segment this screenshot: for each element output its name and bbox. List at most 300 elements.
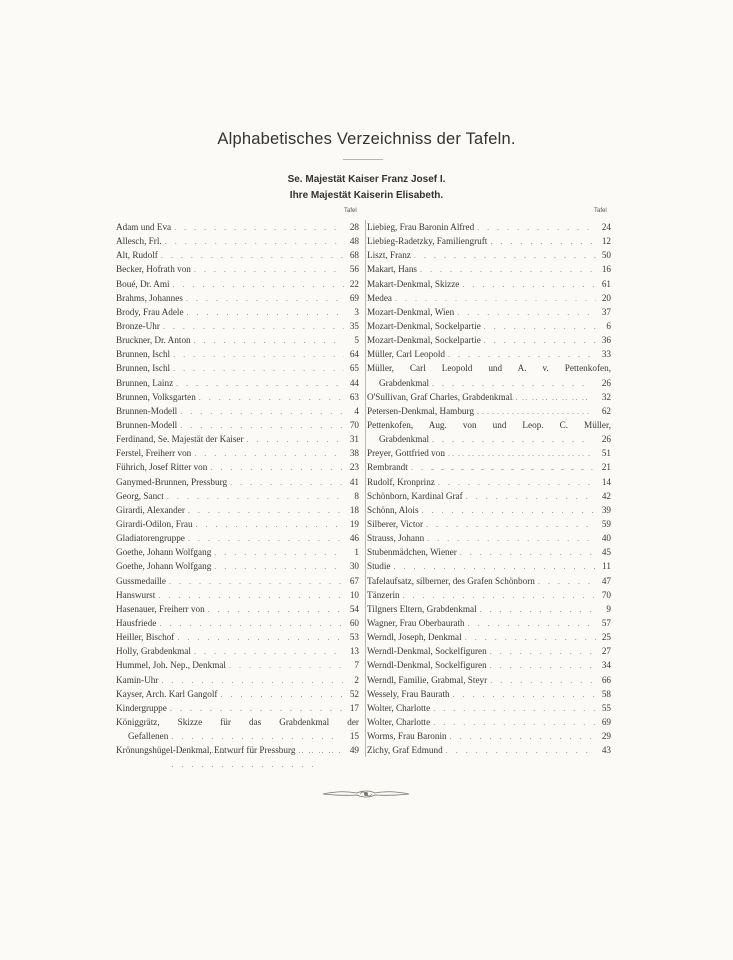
index-entry: [367, 630, 611, 644]
index-entry: [116, 432, 359, 446]
entry-name: Georg, Sanct: [116, 490, 164, 501]
plate-number: 57: [601, 617, 611, 628]
index-entry: [367, 644, 611, 658]
index-entry: [116, 574, 359, 588]
plate-number: 41: [349, 476, 359, 487]
entry-name: Girardi, Alexander: [116, 504, 185, 515]
entry-name: Mozart-Denkmal, Wien: [367, 306, 455, 317]
index-entry: [116, 361, 359, 375]
index-entry: [367, 220, 611, 234]
plate-number: 15: [349, 731, 359, 742]
entry-name: Hasenauer, Freiherr von: [116, 603, 205, 614]
index-entry: [116, 630, 359, 644]
plate-number: 49: [349, 745, 359, 756]
index-entry: [367, 361, 611, 389]
index-entry: [367, 460, 611, 474]
plate-number: 69: [349, 292, 359, 303]
index-entry: [116, 687, 359, 701]
dot-leader: [414, 249, 596, 263]
entry-name: Werndl-Denkmal, Sockelfiguren: [367, 646, 487, 657]
plate-number: 38: [349, 448, 359, 459]
dot-leader: [177, 631, 344, 645]
dot-leader: [460, 546, 596, 560]
plate-number: 17: [349, 702, 359, 713]
plate-number: 55: [601, 702, 611, 713]
dot-leader: [187, 306, 344, 320]
entry-name-continued: [367, 432, 611, 446]
entry-name: Gladiatorengruppe: [116, 533, 185, 544]
entry-name: Wagner, Frau Oberbaurath: [367, 617, 465, 628]
index-entry: [367, 248, 611, 262]
entry-name: Brunnen, Volksgarten: [116, 391, 196, 402]
entry-name: Preyer, Gottfried von: [367, 448, 445, 459]
index-entry: [116, 602, 359, 616]
entry-name-tail: Gefallenen: [128, 731, 169, 742]
entry-name: Ferdinand, Se. Majestät der Kaiser: [116, 434, 244, 445]
plate-number: 43: [601, 745, 611, 756]
dot-leader: [165, 235, 344, 249]
dot-leader: [163, 320, 344, 334]
entry-name: Girardi-Odilon, Frau: [116, 518, 193, 529]
plate-number: 20: [601, 292, 611, 303]
dot-leader: [214, 546, 344, 560]
right-column-label: Tafel: [594, 208, 607, 214]
index-entry: [116, 234, 359, 248]
entry-name: Studie: [367, 561, 391, 572]
index-entry: [367, 262, 611, 276]
plate-number: 8: [354, 490, 359, 501]
entry-name: Wolter, Charlotte: [367, 716, 431, 727]
index-entry: [367, 559, 611, 573]
entry-name: Schönn, Alois: [367, 504, 419, 515]
index-entry: [116, 531, 359, 545]
plate-number: 63: [349, 391, 359, 402]
entry-name: Kindergruppe: [116, 702, 167, 713]
plate-number: 2: [354, 674, 359, 685]
index-entry: [116, 460, 359, 474]
dot-leader: [422, 504, 596, 518]
index-column-left: [116, 220, 366, 757]
entry-name-continued: [116, 729, 359, 743]
dot-leader: [490, 659, 596, 673]
index-entry: [116, 446, 359, 460]
index-entry: [367, 715, 611, 729]
dot-leader: [465, 631, 596, 645]
plate-number: 50: [601, 250, 611, 261]
plate-number: 9: [606, 603, 611, 614]
entry-name: Führich, Josef Ritter von: [116, 462, 208, 473]
plate-number: 70: [349, 419, 359, 430]
index-entry: [116, 475, 359, 489]
entry-name: Ganymed-Brunnen, Pressburg: [116, 476, 228, 487]
entry-name: Goethe, Johann Wolfgang: [116, 561, 212, 572]
index-entry: [116, 220, 359, 234]
dot-leader: [446, 744, 596, 758]
plate-number: 60: [349, 617, 359, 628]
dot-leader: [194, 645, 344, 659]
plate-number: 23: [349, 462, 359, 473]
index-entry: [116, 658, 359, 672]
index-entry: [116, 588, 359, 602]
dot-leader: [298, 744, 344, 758]
dot-leader: [462, 278, 596, 292]
index-entry: [367, 743, 611, 757]
index-entry: [367, 319, 611, 333]
entry-name: Bruckner, Dr. Anton: [116, 335, 191, 346]
entry-name: O'Sullivan, Graf Charles, Grabdenkmal: [367, 391, 513, 402]
plate-number: 22: [349, 278, 359, 289]
index-entry: [116, 390, 359, 404]
plate-number: 39: [601, 504, 611, 515]
dot-leader: [210, 461, 344, 475]
index-entry: [367, 333, 611, 347]
index-entry: [367, 531, 611, 545]
entry-name: Liszt, Franz: [367, 250, 411, 261]
dot-leader: [450, 730, 596, 744]
entry-name: Boué, Dr. Ami: [116, 278, 170, 289]
plate-number: 37: [601, 306, 611, 317]
index-entry: [116, 673, 359, 687]
dot-leader: [480, 603, 596, 617]
page-title: Alphabetisches Verzeichniss der Tafeln.: [217, 130, 516, 148]
dot-leader: [433, 716, 596, 730]
index-entry: [367, 574, 611, 588]
index-entry: [116, 418, 359, 432]
dot-leader: [229, 659, 344, 673]
plate-number: 14: [601, 476, 611, 487]
index-entry: [116, 333, 359, 347]
entry-name: Brunnen-Modell: [116, 405, 178, 416]
dot-leader: [484, 320, 596, 334]
plate-number: 21: [601, 462, 611, 473]
entry-name: Müller, Carl Leopold und A. v. Pettenkofen,: [367, 363, 611, 374]
plate-number: 28: [349, 222, 359, 232]
entry-name: Werndl, Familie, Grabmal, Steyr: [367, 674, 488, 685]
index-entry: [367, 475, 611, 489]
dot-leader: [161, 249, 344, 263]
dot-leader: [161, 674, 344, 688]
entry-name: Alt, Rudolf: [116, 250, 158, 261]
entry-name: Brunnen, Ischl: [116, 363, 171, 374]
plate-number: 40: [601, 533, 611, 544]
dot-leader: [186, 292, 344, 306]
dot-leader: [173, 348, 344, 362]
index-entry: [116, 743, 359, 757]
entry-name: Kayser, Arch. Karl Gangolf: [116, 688, 218, 699]
plate-number: 29: [601, 731, 611, 742]
plate-number: 56: [349, 264, 359, 275]
plate-number: 59: [601, 518, 611, 529]
dot-leader: [176, 377, 344, 391]
dot-leader: [170, 702, 344, 716]
entry-name: Heiller, Bischof: [116, 632, 175, 643]
dot-leader: [180, 419, 344, 433]
entry-name: Ferstel, Freiherr von: [116, 448, 192, 459]
plate-number: 26: [601, 434, 611, 445]
dot-leader: [173, 362, 344, 376]
entry-name: Mozart-Denkmal, Sockelpartie: [367, 320, 481, 331]
index-entry: [367, 616, 611, 630]
index-entry: [367, 701, 611, 715]
index-entry: [116, 616, 359, 630]
entry-name-tail: Grabdenkmal: [379, 434, 430, 445]
index-entry: [367, 489, 611, 503]
plate-number: 46: [349, 533, 359, 544]
index-entry: [116, 503, 359, 517]
dot-leader: [484, 334, 596, 348]
subtitle-empress: Ihre Majestät Kaiserin Elisabeth.: [289, 190, 444, 201]
index-entry: [367, 602, 611, 616]
index-entry: [116, 404, 359, 418]
entry-name: Worms, Frau Baronin: [367, 731, 447, 742]
plate-number: 5: [354, 335, 359, 346]
dot-leader: [199, 391, 344, 405]
plate-number: 32: [601, 391, 611, 402]
plate-number: 47: [601, 575, 611, 586]
plate-number: 35: [349, 320, 359, 331]
dot-leader: [159, 617, 344, 631]
dot-leader: [188, 504, 344, 518]
entry-name: Werndl, Joseph, Denkmal: [367, 632, 462, 643]
dot-leader: [448, 348, 596, 362]
dot-leader: [214, 560, 344, 574]
index-entry: [367, 729, 611, 743]
dot-leader: [490, 674, 596, 688]
entry-name: Königgrätz, Skizze für das Grabdenkmal der: [116, 716, 359, 727]
entry-name: Schönborn, Kardinal Graf: [367, 490, 463, 501]
dot-leader: [490, 645, 596, 659]
entry-name: Liebieg, Frau Baronin Alfred: [367, 222, 475, 232]
plate-number: 45: [601, 547, 611, 558]
index-entry: [367, 390, 611, 404]
index-entry: [367, 446, 611, 460]
index-entry: [367, 687, 611, 701]
entry-name: Rembrandt: [367, 462, 408, 473]
entry-name: Brody, Frau Adele: [116, 306, 184, 317]
plate-number: 34: [601, 660, 611, 671]
index-entry: [116, 248, 359, 262]
dot-leader: [194, 447, 344, 461]
plate-number: 44: [349, 377, 359, 388]
index-entry: [116, 715, 359, 743]
plate-number: 18: [349, 504, 359, 515]
entry-name: Liebieg-Radetzky, Familiengruft: [367, 236, 488, 247]
plate-number: 66: [601, 674, 611, 685]
plate-number: 1: [354, 547, 359, 558]
plate-number: 69: [601, 716, 611, 727]
index-entry: [367, 347, 611, 361]
plate-number: 51: [601, 448, 611, 459]
title-divider: [343, 159, 383, 160]
dot-leader: [448, 447, 596, 461]
index-entry: [367, 658, 611, 672]
dot-leader: [453, 688, 596, 702]
index-entry: [367, 234, 611, 248]
subtitle-emperor: Se. Majestät Kaiser Franz Josef I.: [287, 174, 446, 185]
index-entry: [116, 559, 359, 573]
entry-name: Müller, Carl Leopold: [367, 349, 445, 360]
dot-leader: [426, 518, 596, 532]
dot-leader: [403, 589, 596, 603]
entry-name: Medea: [367, 292, 392, 303]
entry-name: Strauss, Johann: [367, 533, 425, 544]
index-entry: [367, 673, 611, 687]
entry-name: Hummel, Joh. Nep., Denkmal: [116, 660, 226, 671]
entry-name: Makart-Denkmal, Skizze: [367, 278, 460, 289]
dot-leader: [468, 617, 596, 631]
entry-name: Wessely, Frau Baurath: [367, 688, 450, 699]
index-entry: [116, 319, 359, 333]
dot-leader: [188, 532, 344, 546]
plate-number: 3: [354, 306, 359, 317]
dot-leader: [167, 490, 344, 504]
plate-number: 16: [601, 264, 611, 275]
entry-name: Adam und Eva: [116, 222, 172, 232]
entry-name: Goethe, Johann Wolfgang: [116, 547, 212, 558]
entry-name: Makart, Hans: [367, 264, 418, 275]
index-entry: [367, 305, 611, 319]
plate-number: 52: [349, 688, 359, 699]
plate-number: 54: [349, 603, 359, 614]
index-entry: [367, 588, 611, 602]
dot-leader: [427, 532, 596, 546]
plate-number: 7: [354, 660, 359, 671]
dot-leader: [196, 518, 344, 532]
dot-leader: [393, 560, 596, 574]
entry-name: Petersen-Denkmal, Hamburg: [367, 405, 474, 416]
entry-name: Stubenmädchen, Wiener: [367, 547, 457, 558]
index-entry: [116, 277, 359, 291]
plate-number: 6: [606, 320, 611, 331]
plate-number: 70: [601, 589, 611, 600]
dot-leader: [477, 405, 596, 419]
plate-number: 64: [349, 349, 359, 360]
index-entry: [367, 503, 611, 517]
entry-name: Tänzerin: [367, 589, 400, 600]
index-entry: [116, 701, 359, 715]
entry-name: Bronze-Uhr: [116, 320, 160, 331]
entry-name-continued: [367, 376, 611, 390]
entry-name: Werndl-Denkmal, Sockelfiguren: [367, 660, 487, 671]
plate-number: 68: [349, 250, 359, 261]
entry-name: Becker, Hofrath von: [116, 264, 191, 275]
entry-name: Rudolf, Kronprinz: [367, 476, 435, 487]
plate-number: 12: [601, 236, 611, 247]
plate-number: 27: [601, 646, 611, 657]
index-entry: [116, 291, 359, 305]
entry-name: Krönungshügel-Denkmal, Entwurf für Pressburg: [116, 745, 296, 756]
entry-name: Zichy, Graf Edmund: [367, 745, 443, 756]
plate-number: 48: [349, 236, 359, 247]
plate-number: 33: [601, 349, 611, 360]
index-entry: [116, 517, 359, 531]
dot-leader: [194, 334, 344, 348]
plate-number: 26: [601, 377, 611, 388]
dot-leader: [420, 263, 596, 277]
plate-number: 10: [349, 589, 359, 600]
dot-leader: [173, 278, 344, 292]
plate-number: 25: [601, 632, 611, 643]
plate-number: 65: [349, 363, 359, 374]
entry-name: Holly, Grabdenkmal: [116, 646, 191, 657]
entry-name: Mozart-Denkmal, Sockelpartie: [367, 335, 481, 346]
dot-leader: [220, 688, 344, 702]
index-entry: [116, 545, 359, 559]
plate-number: 19: [349, 518, 359, 529]
entry-name: Hanswurst: [116, 589, 156, 600]
dot-leader: [490, 235, 596, 249]
index-entry: [367, 517, 611, 531]
plate-number: 31: [349, 434, 359, 445]
entry-name: Gussmedaille: [116, 575, 167, 586]
index-entry: [116, 489, 359, 503]
index-entry: [116, 644, 359, 658]
left-column-label: Tafel: [344, 208, 357, 214]
plate-number: 4: [354, 405, 359, 416]
plate-number: 24: [601, 222, 611, 232]
index-entry: [367, 291, 611, 305]
dot-leader: [515, 391, 596, 405]
entry-name: Brunnen, Lainz: [116, 377, 174, 388]
entry-name: Brunnen, Ischl: [116, 349, 171, 360]
index-entry: [116, 376, 359, 390]
entry-name: Allesch, Frl.: [116, 236, 162, 247]
entry-name-tail: Grabdenkmal: [379, 377, 430, 388]
dot-leader: [457, 306, 596, 320]
plate-number: 13: [349, 646, 359, 657]
dot-leader: [174, 221, 344, 235]
plate-number: 36: [601, 335, 611, 346]
dot-leader: [433, 702, 596, 716]
plate-number: 67: [349, 575, 359, 586]
dot-leader: [247, 433, 344, 447]
entry-name: Tafelaufsatz, silberner, des Grafen Schönborn: [367, 575, 535, 586]
dot-leader: [230, 476, 344, 490]
entry-name: Hausfriede: [116, 617, 157, 628]
dot-leader: [208, 603, 344, 617]
index-entry: [116, 347, 359, 361]
entry-name: Silberer, Victor: [367, 518, 424, 529]
plate-number: 58: [601, 688, 611, 699]
index-entry: [367, 545, 611, 559]
dot-leader: [538, 575, 596, 589]
plate-number: 53: [349, 632, 359, 643]
index-entry: [367, 277, 611, 291]
entry-name: Pettenkofen, Aug. von und Leop. C. Müller,: [367, 419, 611, 430]
entry-name: Brunnen-Modell: [116, 419, 178, 430]
plate-number: 61: [601, 278, 611, 289]
index-entry: [116, 262, 359, 276]
plate-number: 30: [349, 561, 359, 572]
dot-leader: [180, 405, 344, 419]
dot-leader: [169, 575, 344, 589]
dot-leader: [438, 476, 596, 490]
plate-number: 11: [602, 561, 611, 572]
dot-leader: [395, 292, 596, 306]
plate-number: 42: [601, 490, 611, 501]
dot-leader: [477, 221, 596, 235]
dot-leader: [194, 263, 344, 277]
dot-leader: [411, 461, 596, 475]
entry-name: Tilgners Eltern, Grabdenkmal: [367, 603, 477, 614]
entry-name: Brahms, Johannes: [116, 292, 183, 303]
dot-leader: [466, 490, 596, 504]
plate-number: 62: [601, 405, 611, 416]
index-column-right: [367, 220, 611, 757]
index-entry: [367, 404, 611, 418]
entry-name: Wolter, Charlotte: [367, 702, 431, 713]
ornament-divider: [321, 787, 411, 801]
